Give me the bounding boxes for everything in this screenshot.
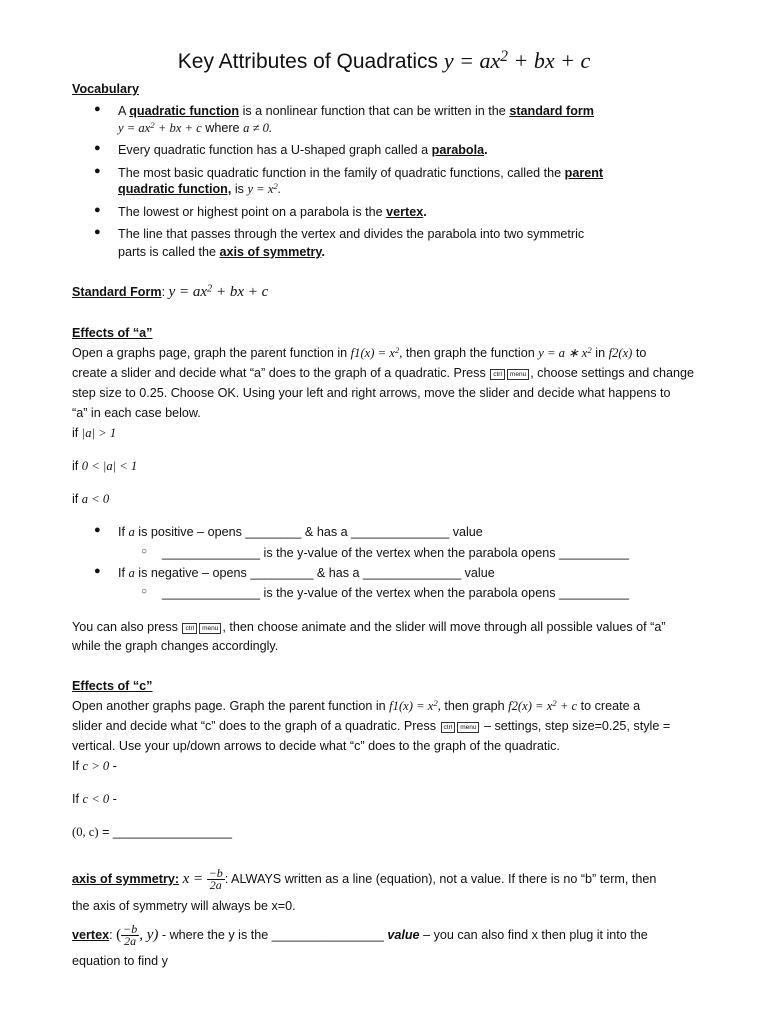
effects-a-para-line-1: Open a graphs page, graph the parent function in $f1(x) = x^2$, then graph the function y = a ∗ $x^2$ in f2(x) to xyxy=(72,345,647,360)
effects-a-para-line-3: step size to 0.25. Choose OK. Using your left and right arrows, move the slider and decide what happens to xyxy=(72,386,671,400)
vocab-item-1-line-2: $y = ax^2$ + bx + c where a ≠ 0. xyxy=(118,120,273,135)
term-parent: parent xyxy=(564,166,604,180)
vocab-item-5-line-1: The line that passes through the vertex and divides the parabola into two symmetric xyxy=(118,227,585,241)
axis-of-symmetry-line-2: the axis of symmetry will always be x=0. xyxy=(72,899,296,913)
y-intercept-line: (0, c) = _________________ xyxy=(72,825,232,839)
menu-key-icon: menu xyxy=(199,623,221,634)
animate-line-1: You can also press ctrl menu , then choose animate and the slider will move through all possible values of “a” xyxy=(72,620,666,634)
case-c-gt-0: If c > 0 - xyxy=(72,759,117,773)
vocab-item-4: The lowest or highest point on a parabola is the vertex. xyxy=(118,205,427,219)
page-title xyxy=(0,48,768,74)
axis-of-symmetry-label: axis of symmetry: xyxy=(72,872,180,886)
standard-form-label: Standard Form xyxy=(72,285,162,299)
term-standard-form: standard form xyxy=(509,104,594,118)
ctrl-key-icon: ctrl xyxy=(441,722,456,733)
effects-a-para-line-2: create a slider and decide what “a” does to the graph of a quadratic. Press ctrl menu , choose settings and change xyxy=(72,366,695,380)
ctrl-key-icon: ctrl xyxy=(182,623,197,634)
term-quadratic-function: quadratic function xyxy=(129,104,240,118)
a-negative-line: If a is negative – opens _________ & has a ______________ value xyxy=(118,566,495,580)
term-axis-of-symmetry: axis of symmetry xyxy=(219,245,322,259)
standard-form-line: Standard Form: $y = ax^2$ + bx + c xyxy=(72,283,269,300)
bullet-5: ● xyxy=(94,226,101,238)
vertex-label: vertex xyxy=(72,928,110,942)
term-parabola: parabola xyxy=(431,143,485,157)
menu-key-icon: menu xyxy=(457,722,479,733)
bullet-4: ● xyxy=(94,204,101,216)
vocab-item-2: Every quadratic function has a U-shaped graph called a parabola. xyxy=(118,143,488,157)
bullet-3: ● xyxy=(94,165,101,177)
term-parent-quadratic-function: quadratic function, xyxy=(118,182,232,196)
axis-fraction: $\frac{-b}{2a}$ xyxy=(208,866,223,893)
effects-c-para-line-1: Open another graphs page. Graph the parent function in $f1(x) = x^2$, then graph $f2(x) = x^2 + c$ to create a xyxy=(72,698,641,713)
case-abs-a-gt-1: if |a| > 1 xyxy=(72,426,117,440)
vocabulary-heading: Vocabulary xyxy=(72,82,139,96)
vertex-line: vertex: ( $\frac{-b}{2a}$ , y) - where the y is the ________________ value – you can also find x then plug it into the xyxy=(72,922,648,949)
menu-key-icon: menu xyxy=(507,369,529,380)
a-positive-line: If a is positive – opens ________ & has a ______________ value xyxy=(118,525,483,539)
circle-bullet-positive: ○ xyxy=(141,546,148,557)
bullet-1: ● xyxy=(94,103,101,115)
axis-of-symmetry-line: axis of symmetry: x = $\frac{-b}{2a}$ : ALWAYS written as a line (equation), not a value. If there is no “b” term, then xyxy=(72,866,657,893)
bullet-positive: ● xyxy=(94,524,101,536)
bullet-2: ● xyxy=(94,142,101,154)
a-positive-subline: ______________ is the y-value of the vertex when the parabola opens __________ xyxy=(162,546,630,560)
animate-line-2: while the graph changes accordingly. xyxy=(72,639,279,653)
vertex-fraction: $\frac{-b}{2a}$ xyxy=(123,922,138,949)
value-word: value xyxy=(387,928,420,942)
case-abs-a-between-0-1: if 0 < |a| < 1 xyxy=(72,459,138,473)
effects-c-para-line-3: vertical. Use your up/down arrows to decide what “c” does to the graph of the quadratic. xyxy=(72,739,560,753)
circle-bullet-negative: ○ xyxy=(141,586,148,597)
standard-form-formula: $y = ax^2$ + bx + c xyxy=(168,283,269,300)
title-text: Key Attributes of Quadratics xyxy=(177,50,439,73)
bullet-negative: ● xyxy=(94,565,101,577)
effects-c-para-line-2: slider and decide what “c” does to the graph of a quadratic. Press ctrl menu – settings, step size=0.25, style = xyxy=(72,719,671,733)
a-negative-subline: ______________ is the y-value of the vertex when the parabola opens __________ xyxy=(162,586,630,600)
vocab-item-5-line-2: parts is called the axis of symmetry. xyxy=(118,245,325,259)
effects-c-heading: Effects of “c” xyxy=(72,679,153,693)
case-c-lt-0: If c < 0 - xyxy=(72,792,117,806)
ctrl-key-icon: ctrl xyxy=(490,369,505,380)
effects-a-para-line-4: “a” in each case below. xyxy=(72,406,201,420)
vocab-item-3-line-1: The most basic quadratic function in the family of quadratic functions, called the parent xyxy=(118,166,604,180)
vertex-line-2: equation to find y xyxy=(72,954,168,968)
vocab-item-3-line-2: quadratic function, is $y = x^2$. xyxy=(118,181,281,196)
vocab-item-1-line-1: A quadratic function is a nonlinear function that can be written in the standard form xyxy=(118,104,594,118)
title-formula: $y = ax^2$ + bx + c xyxy=(443,48,591,73)
term-vertex: vertex xyxy=(386,205,424,219)
effects-a-heading: Effects of “a” xyxy=(72,326,153,340)
case-a-lt-0: if a < 0 xyxy=(72,492,110,506)
